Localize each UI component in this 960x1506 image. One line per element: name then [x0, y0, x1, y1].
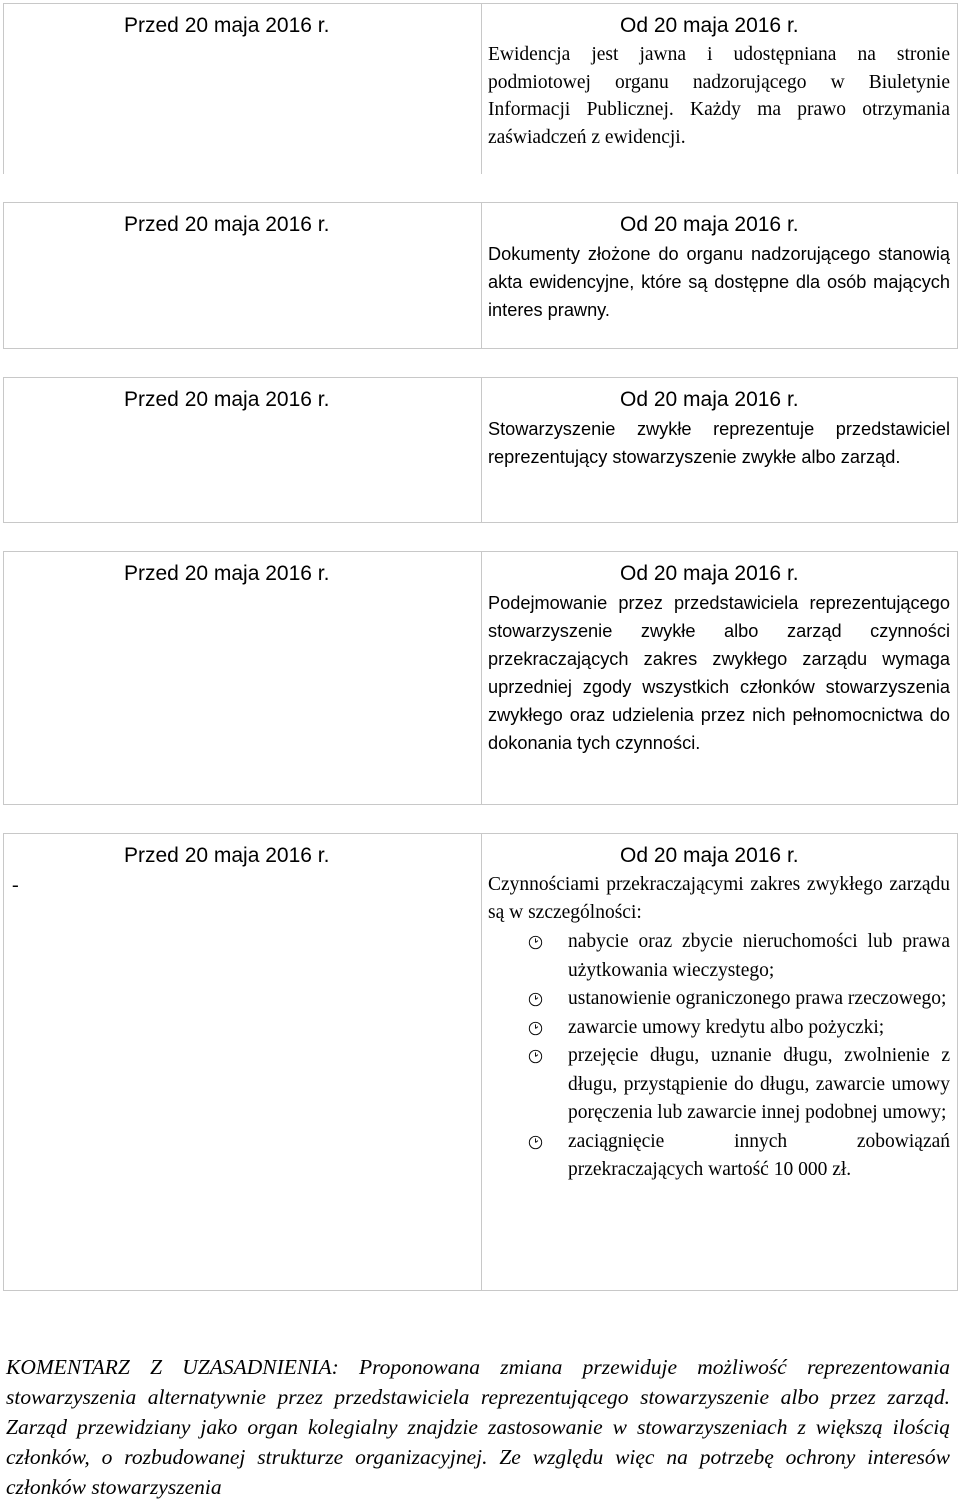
comparison-table-2 [3, 202, 958, 349]
before-header: Przed 20 maja 2016 r. [124, 14, 330, 37]
before-column [4, 834, 481, 1290]
before-column [4, 4, 481, 174]
justification-comment: KOMENTARZ Z UZASADNIENIA: Proponowana zmiana przewiduje możliwość reprezentowania stowarzyszenia alternatywnie przez przedstawiciela reprezentującego stowarzyszenie albo przez zarząd. Zarząd przewidziany jako organ kolegialny znajdzie zastosowanie w stowarzyszeniach z większą ilością członków, o rozbudowanej strukturze organizacyjnej. Ze względu więc na potrzebę ochrony interesów członków stowarzyszenia [6, 1355, 950, 1499]
after-column [481, 552, 957, 804]
list-item-text: zawarcie umowy kredytu albo pożyczki; [568, 1016, 885, 1038]
before-column [4, 552, 481, 804]
before-column [4, 203, 481, 348]
list-item [488, 928, 950, 985]
list-item-text: przejęcie długu, uznanie długu, zwolnienie z długu, przystąpienie do długu, zawarcie umowy poręczenia lub zawarcie innej podobnej umowy; [568, 1045, 950, 1124]
before-header: Przed 20 maja 2016 r. [124, 213, 330, 236]
after-column [481, 378, 957, 522]
activity-list [482, 928, 957, 1185]
before-column [4, 378, 481, 522]
list-item [488, 1128, 950, 1185]
after-text: Ewidencja jest jawna i udostępniana na stronie podmiotowej organu nadzorującego w Biuletynie Informacji Publicznej. Każdy ma prawo otrzymania zaświadczeń z ewidencji. [488, 44, 950, 149]
comparison-table-4 [3, 551, 958, 805]
before-header: Przed 20 maja 2016 r. [124, 388, 330, 411]
after-header: Od 20 maja 2016 r. [620, 388, 799, 411]
list-item-text: ustanowienie ograniczonego prawa rzeczowego; [568, 988, 947, 1010]
clock-icon [528, 1135, 543, 1150]
after-header: Od 20 maja 2016 r. [620, 213, 799, 236]
after-column [481, 834, 957, 1290]
after-text: Dokumenty złożone do organu nadzorującego stanowią akta ewidencyjne, które są dostępne dla osób mających interes prawny. [488, 244, 950, 320]
comparison-table-3 [3, 377, 958, 523]
after-column [481, 203, 957, 348]
before-header: Przed 20 maja 2016 r. [124, 562, 330, 585]
clock-icon [528, 935, 543, 950]
after-text: Czynnościami przekraczającymi zakres zwykłego zarządu są w szczególności: [488, 874, 950, 923]
after-text: Podejmowanie przez przedstawiciela reprezentującego stowarzyszenie zwykłe albo zarząd czynności przekraczających zakres zwykłego zarządu wymaga uprzedniej zgody wszystkich członków stowarzyszenia zwykłego oraz udzielenia przez nich pełnomocnictwa do dokonania tych czynności. [488, 593, 950, 753]
after-text: Stowarzyszenie zwykłe reprezentuje przedstawiciel reprezentujący stowarzyszenie zwykłe albo zarząd. [488, 419, 950, 467]
list-item [488, 1042, 950, 1128]
before-header: Przed 20 maja 2016 r. [124, 844, 330, 867]
before-text: - [12, 874, 19, 896]
clock-icon [528, 1049, 543, 1064]
after-header: Od 20 maja 2016 r. [620, 562, 799, 585]
clock-icon [528, 992, 543, 1007]
list-item [488, 985, 950, 1014]
comparison-table-1 [3, 3, 958, 174]
after-column [481, 4, 957, 174]
after-header: Od 20 maja 2016 r. [620, 844, 799, 867]
list-item-text: nabycie oraz zbycie nieruchomości lub prawa użytkowania wieczystego; [568, 931, 950, 981]
clock-icon [528, 1021, 543, 1036]
after-header: Od 20 maja 2016 r. [620, 14, 799, 37]
list-item [488, 1014, 950, 1043]
list-item-text: zaciągnięcie innych zobowiązań przekraczających wartość 10 000 zł. [568, 1130, 950, 1181]
comparison-table-5 [3, 833, 958, 1291]
